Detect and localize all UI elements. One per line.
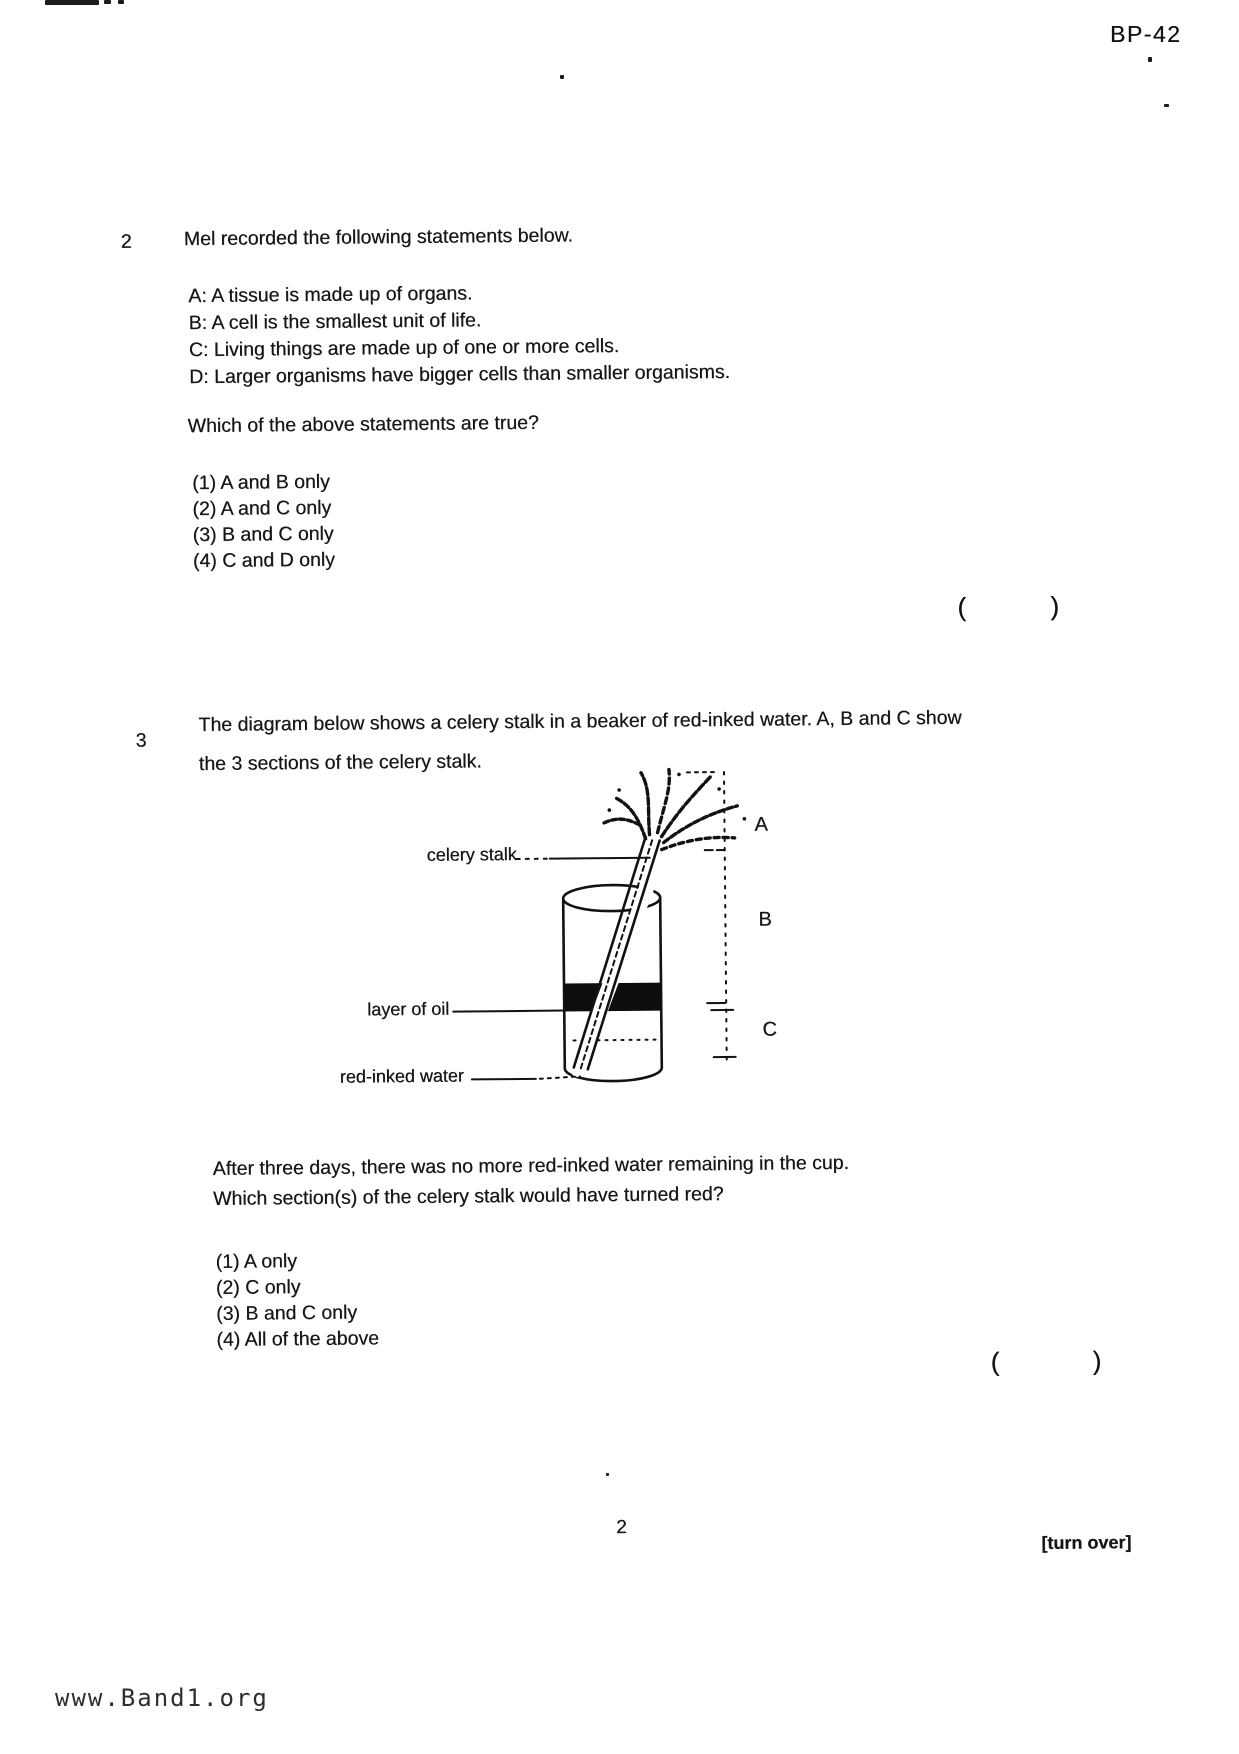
q3-number: 3 bbox=[135, 729, 147, 752]
q2-statement-d: D: Larger organisms have bigger cells than smaller organisms. bbox=[189, 360, 731, 389]
q3-question-line1: After three days, there was no more red-inked water remaining in the cup. bbox=[212, 1151, 850, 1180]
turn-over-note: [turn over] bbox=[1041, 1532, 1132, 1553]
section-a-label: A bbox=[754, 813, 769, 836]
section-b-label: B bbox=[758, 908, 773, 931]
q3-option-4: (4) All of the above bbox=[216, 1327, 380, 1351]
q2-option-4: (4) C and D only bbox=[192, 548, 336, 573]
celery-stalk-label: celery stalk bbox=[426, 843, 517, 865]
q3-answer-bracket-open: ( bbox=[990, 1346, 1000, 1377]
q2-statement-a: A: A tissue is made up of organs. bbox=[188, 282, 473, 308]
page-number: 2 bbox=[616, 1516, 627, 1539]
q2-option-1: (1) A and B only bbox=[192, 470, 330, 495]
scan-artifact-dot bbox=[104, 0, 111, 4]
q3-option-2: (2) C only bbox=[215, 1276, 301, 1299]
q2-number: 2 bbox=[120, 230, 132, 253]
celery-beaker-diagram bbox=[319, 753, 792, 1102]
q2-statement-b: B: A cell is the smallest unit of life. bbox=[188, 309, 482, 335]
q3-option-3: (3) B and C only bbox=[216, 1301, 358, 1325]
q2-answer-bracket-close: ) bbox=[1050, 590, 1060, 621]
paper-code: BP-42 bbox=[1110, 21, 1182, 47]
red-inked-water-label: red-inked water bbox=[339, 1065, 464, 1087]
scan-artifact-dot bbox=[560, 75, 564, 79]
q3-prompt-line2: the 3 sections of the celery stalk. bbox=[198, 750, 482, 776]
scan-artifact-dot bbox=[606, 1473, 609, 1476]
site-watermark: www.Band1.org bbox=[55, 1684, 269, 1712]
q3-prompt-line1: The diagram below shows a celery stalk in a beaker of red-inked water. A, B and C show bbox=[198, 706, 962, 737]
q2-option-3: (3) B and C only bbox=[192, 522, 334, 547]
scan-artifact-dot bbox=[1148, 57, 1152, 62]
scan-artifact-dot bbox=[118, 0, 124, 4]
q2-answer-bracket-open: ( bbox=[957, 591, 967, 622]
q3-option-1: (1) A only bbox=[215, 1250, 298, 1273]
q3-answer-bracket-close: ) bbox=[1092, 1345, 1102, 1376]
section-c-label: C bbox=[762, 1018, 778, 1041]
q2-question: Which of the above statements are true? bbox=[187, 411, 539, 438]
q2-option-2: (2) A and C only bbox=[192, 496, 332, 521]
scan-artifact-bar bbox=[45, 0, 99, 5]
q3-question-line2: Which section(s) of the celery stalk would have turned red? bbox=[212, 1183, 724, 1210]
celery-stalk-drawing bbox=[572, 833, 670, 1070]
scan-artifact-dot bbox=[1164, 104, 1169, 107]
layer-of-oil-label: layer of oil bbox=[367, 998, 450, 1020]
q2-options bbox=[192, 469, 335, 574]
q2-prompt: Mel recorded the following statements below. bbox=[183, 224, 574, 251]
q2-statement-c: C: Living things are made up of one or more cells. bbox=[188, 334, 620, 362]
q2-statements bbox=[188, 278, 730, 391]
q3-options bbox=[216, 1247, 380, 1353]
